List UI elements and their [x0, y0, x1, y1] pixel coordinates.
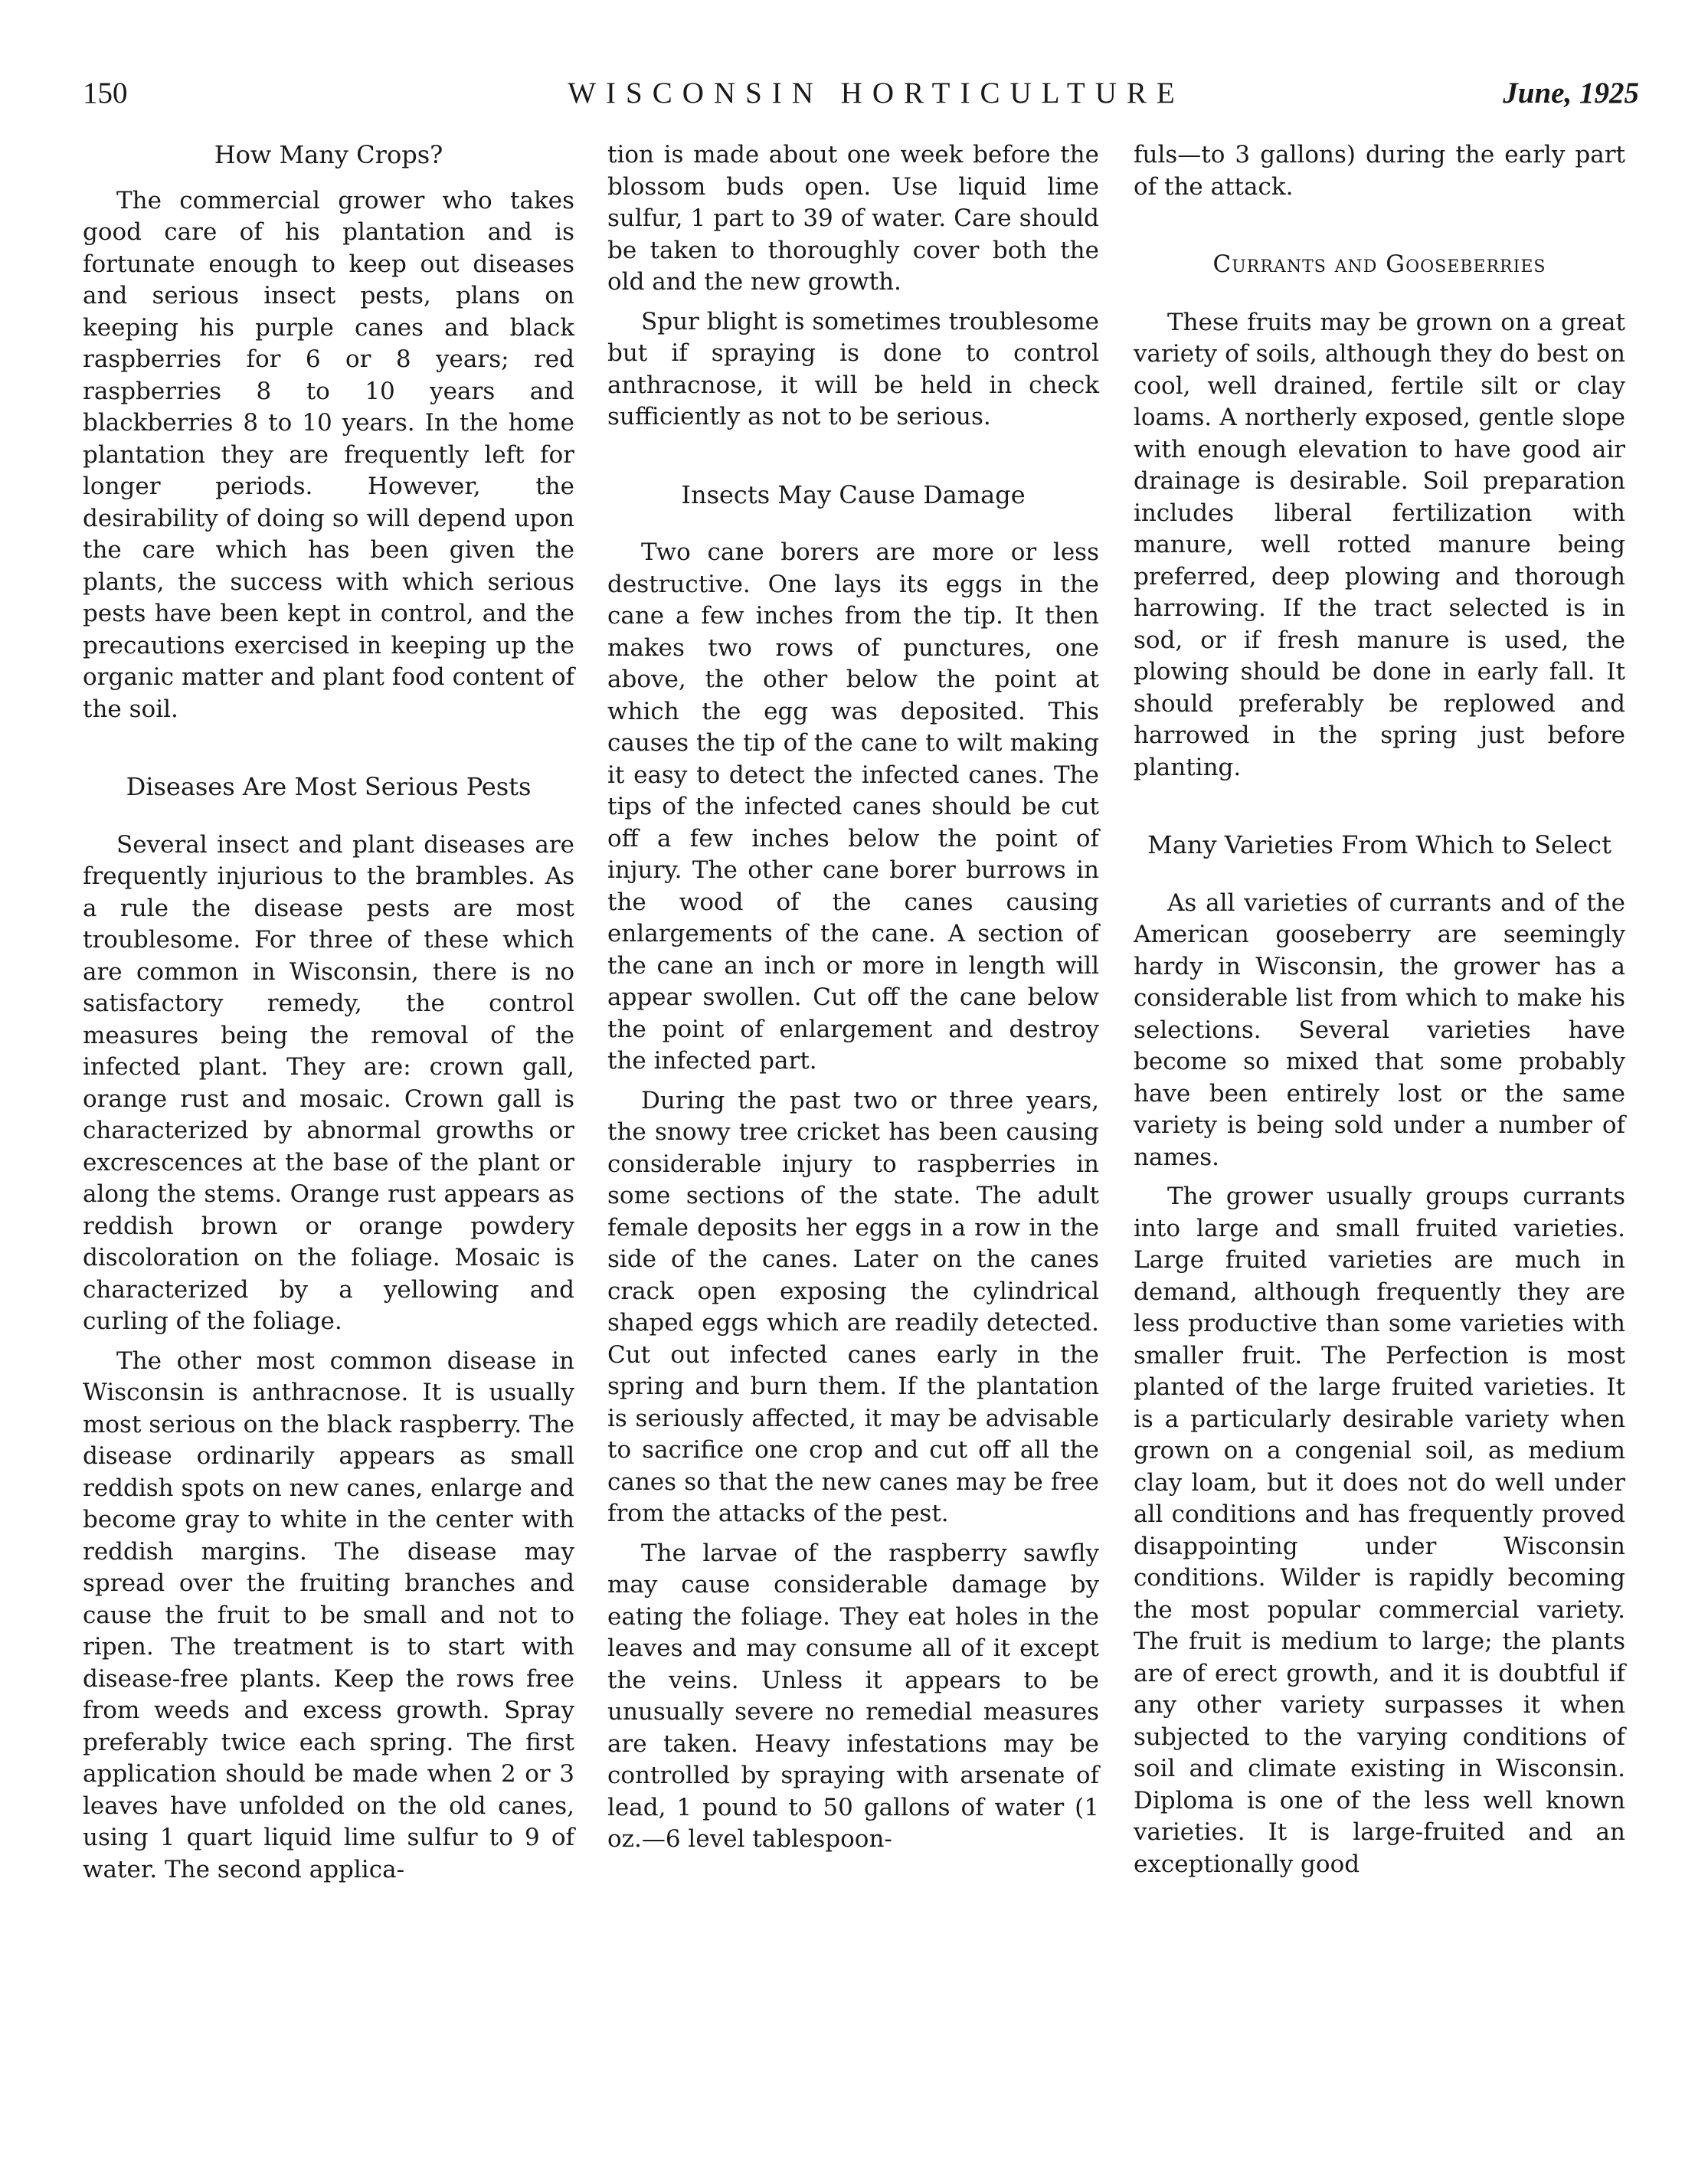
section-heading: Many Varieties From Which to Select: [1147, 830, 1611, 859]
publication-title: WISCONSIN HORTICULTURE: [568, 77, 1185, 110]
paragraph: Several insect and plant diseases are frequently injurious to the brambles. As a rule the disease pests are most troublesome. For three of these which are common in Wisconsin, there is no satisfactory remedy, the control measures being the removal of the infected plant. They are: crown gall, orange rust and mosaic. Crown gall is characterized by abnormal growths or excrescences at the base of the plant or along the stems. Orange rust appears as reddish brown or orange powdery discoloration on the foliage. Mosaic is characterized by a yellowing and curling of the foliage.: [83, 830, 574, 1335]
paragraph: fuls—to 3 gallons) during the early part of the attack.: [1134, 141, 1625, 201]
section-heading: Diseases Are Most Serious Pests: [126, 772, 532, 801]
paragraph: As all varieties of currants and of the American gooseberry are seemingly hardy in Wisconsin, the grower has a considerable list from which to make his selections. Several varieties have become so mixed that some probably have been entirely lost or the same variety is being sold under a number of names.: [1134, 888, 1625, 1171]
paragraph: The other most common disease in Wisconsin is anthracnose. It is usually most serious on the black raspberry. The disease ordinarily appears as small reddish spots on new canes, enlarge and become gray to white in the center with reddish margins. The disease may spread over the fruiting branches and cause the fruit to be small and not to ripen. The treatment is to start with disease-free plants. Keep the rows free from weeds and excess growth. Spray preferably twice each spring. The first application should be made when 2 or 3 leaves have unfolded on the old canes, using 1 quart liquid lime sulfur to 9 of water. The second applica-: [83, 1347, 574, 1883]
paragraph: Two cane borers are more or less destructive. One lays its eggs in the cane a few inches from the tip. It then makes two rows of punctures, one above, the other below the point at which the egg was deposited. This causes the tip of the cane to wilt making it easy to detect the infected canes. The tips of the infected canes should be cut off a few inches below the point of injury. The other cane borer burrows in the wood of the canes causing enlargements of the cane. A section of the cane an inch or more in length will appear swollen. Cut off the cane below the point of enlargement and destroy the infected part.: [607, 538, 1099, 1075]
column-3: [1134, 139, 1625, 1888]
paragraph: These fruits may be grown on a great variety of soils, although they do best on cool, well drained, fertile silt or clay loams. A northerly exposed, gentle slope with enough elevation to have good air drainage is desirable. Soil preparation includes liberal fertilization with manure, well rotted manure being preferred, deep plowing and thorough harrowing. If the tract selected is in sod, or if fresh manure is used, the plowing should be done in early fall. It should preferably be replowed and harrowed in the spring just before planting.: [1134, 308, 1625, 781]
column-1: [83, 139, 574, 1893]
paragraph: Spur blight is sometimes troublesome but if spraying is done to control anthracnose, it will be held in check sufficiently as not to be serious.: [607, 307, 1099, 430]
column-2: [607, 139, 1099, 1864]
paragraph: During the past two or three years, the snowy tree cricket has been causing considerable injury to raspberries in some sections of the state. The adult female deposits her eggs in a row in the side of the canes. Later on the canes crack open exposing the cylindrical shaped eggs which are readily detected. Cut out infected canes early in the spring and burn them. If the plantation is seriously affected, it may be advisable to sacrifice one crop and cut off all the canes so that the new canes may be free from the attacks of the pest.: [607, 1086, 1099, 1527]
section-heading: Currants and Gooseberries: [1212, 250, 1546, 278]
paragraph: The grower usually groups currants into large and small fruited varieties. Large fruited varieties are much in demand, although frequently they are less productive than some varieties with smaller fruit. The Perfection is most planted of the large fruited varieties. It is a particularly desirable variety when grown on a congenial soil, as medium clay loam, but it does not do well under all conditions and has frequently proved disappointing under Wisconsin conditions. Wilder is rapidly becoming the most popular commercial variety. The fruit is medium to large; the plants are of erect growth, and it is doubtful if any other variety surpasses it when subjected to the varying conditions of soil and climate existing in Wisconsin. Diploma is one of the less well known varieties. It is large-fruited and an exceptionally good: [1134, 1183, 1625, 1878]
issue-date: June, 1925: [1503, 77, 1639, 110]
paragraph: The larvae of the raspberry sawfly may cause considerable damage by eating the foliage. They eat holes in the leaves and may consume all of it except the veins. Unless it appears to be unusually severe no remedial measures are taken. Heavy infestations may be controlled by spraying with arsenate of lead, 1 pound to 50 gallons of water (1 oz.—6 level tablespoon-: [607, 1539, 1099, 1853]
page-header: [83, 70, 1639, 116]
section-heading: How Many Crops?: [214, 140, 443, 169]
section-heading: Insects May Cause Damage: [681, 479, 1026, 509]
paragraph: The commercial grower who takes good care of his plantation and is fortunate enough to keep out diseases and serious insect pests, plans on keeping his purple canes and black raspberries for 6 or 8 years; red raspberries 8 to 10 years and blackberries 8 to 10 years. In the home plantation they are frequently left for longer periods. However, the desirability of doing so will depend upon the care which has been given the plants, the success with which serious pests have been kept in control, and the precautions exercised in keeping up the organic matter and plant food content of the soil.: [83, 186, 574, 723]
page-number: 150: [83, 77, 128, 110]
paragraph: tion is made about one week before the blossom buds open. Use liquid lime sulfur, 1 part to 39 of water. Care should be taken to thoroughly cover both the old and the new growth.: [607, 141, 1099, 296]
